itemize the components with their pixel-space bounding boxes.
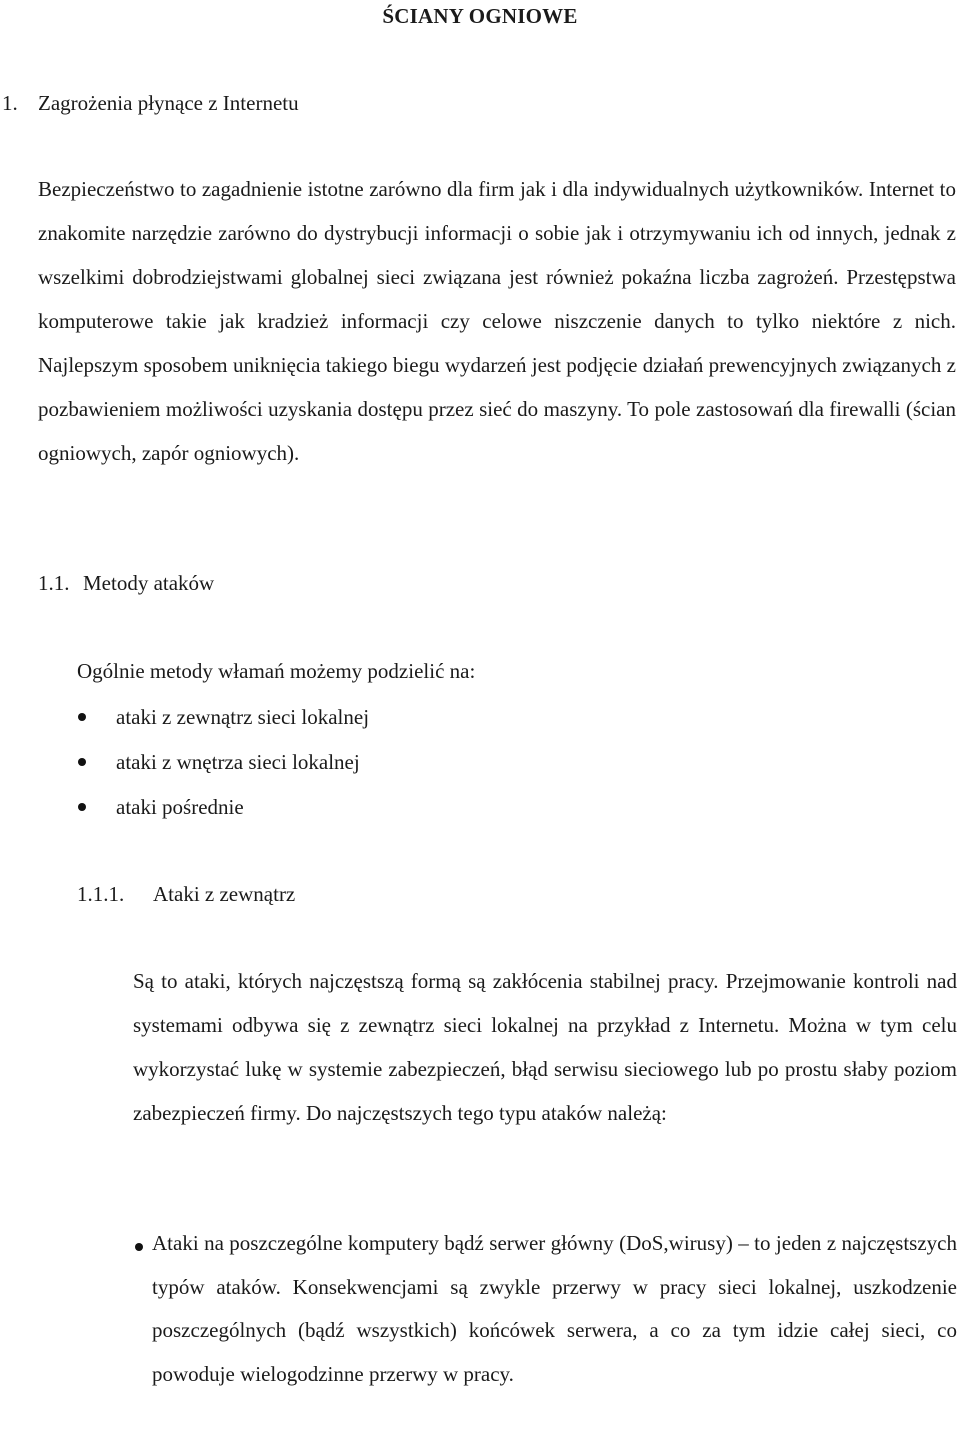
- document-page: ŚCIANY OGNIOWE 1. Zagrożenia płynące z Internetu Bezpieczeństwo to zagadnienie istotne zarówno dla firm jak i dla indywidualnych użytkowników. Internet to znakomite narzędzie zarówno do dystrybucji informacji o sobie jak i otrzymywaniu ich od innych, jednak z wszelkimi dobrodziejstwami globalnej sieci związana jest również pokaźna liczba zagrożeń. Przestępstwa komputerowe takie jak kradzież informacji czy celowe niszczenie danych to tylko niektóre z nich. Najlepszym sposobem uniknięcia takiego biegu wydarzeń jest podjęcie działań prewencyjnych związanych z pozbawieniem możliwości uzyskania dostępu przez sieć do maszyny. To pole zastosowań dla firewalli (ścian ogniowych, zapór ogniowych). 1.1. Metody ataków Ogólnie metody włamań możemy podzielić na: ataki z zewnątrz sieci lokalnej ataki z wnętrza sieci lokalnej ataki pośrednie 1.1.1. Ataki z zewnątrz Są to ataki, których najczęstszą formą są zakłócenia stabilnej pracy. Przejmowanie kontroli nad systemami odbywa się z zewnątrz sieci lokalnej na przykład z Internetu. Można w tym celu wykorzystać lukę w systemie zabezpieczeń, błąd serwisu sieciowego lub po prostu słaby poziom zabezpieczeń firmy. Do najczęstszych tego typu ataków należą: Ataki na poszczególne komputery bądź serwer główny (DoS,wirusy) – to jeden z najczęstszych typów ataków. Konsekwencjami są zwykle przerwy w pracy sieci lokalnej, uszkodzenie poszczególnych (bądź wszystkich) końcówek serwera, a co za tym idzie całej sieci, co powoduje wielogodzinne przerwy w pracy.: [0, 0, 960, 1434]
- list-item-text: Ataki na poszczególne komputery bądź serwer główny (DoS,wirusy) – to jeden z najczęstszych typów ataków. Konsekwencjami są zwykle przerwy w pracy sieci lokalnej, uszkodzenie poszczególnych (bądź wszystkich) końcówek serwera, a co za tym idzie całej sieci, co powoduje wielogodzinne przerwy w pracy.: [152, 1231, 957, 1386]
- section-1-paragraph: Bezpieczeństwo to zagadnienie istotne zarówno dla firm jak i dla indywidualnych użytkowników. Internet to znakomite narzędzie zarówno do dystrybucji informacji o sobie jak i otrzymywaniu ich od innych, jednak z wszelkimi dobrodziejstwami globalnej sieci związana jest również pokaźna liczba zagrożeń. Przestępstwa komputerowe takie jak kradzież informacji czy celowe niszczenie danych to tylko niektóre z nich. Najlepszym sposobem uniknięcia takiego biegu wydarzeń jest podjęcie działań prewencyjnych związanych z pozbawieniem możliwości uzyskania dostępu przez sieć do maszyny. To pole zastosowań dla firewalli (ścian ogniowych, zapór ogniowych).: [38, 177, 956, 465]
- section-title: Ataki z zewnątrz: [153, 882, 296, 906]
- section-title: Zagrożenia płynące z Internetu: [38, 91, 299, 115]
- bullet-icon: [78, 803, 86, 811]
- section-heading-1-1: [38, 569, 214, 597]
- document-title: ŚCIANY OGNIOWE: [382, 4, 578, 28]
- external-attacks-paragraph: Są to ataki, których najczęstszą formą są zakłócenia stabilnej pracy. Przejmowanie kontroli nad systemami odbywa się z zewnątrz sieci lokalnej na przykład z Internetu. Można w tym celu wykorzystać lukę w systemie zabezpieczeń, błąd serwisu sieciowego lub po prostu słaby poziom zabezpieczeń firmy. Do najczęstszych tego typu ataków należą:: [133, 969, 957, 1125]
- bullet-icon: [78, 758, 86, 766]
- section-number: 1.: [2, 91, 18, 115]
- section-title: Metody ataków: [83, 571, 215, 595]
- section-heading-1: [2, 89, 299, 117]
- bullet-icon: [78, 713, 86, 721]
- section-heading-1-1-1: [77, 880, 295, 908]
- methods-lead-text: Ogólnie metody włamań możemy podzielić na:: [77, 659, 476, 683]
- section-number: 1.1.1.: [77, 882, 125, 906]
- section-number: 1.1.: [38, 571, 70, 595]
- bullet-icon: [135, 1243, 143, 1251]
